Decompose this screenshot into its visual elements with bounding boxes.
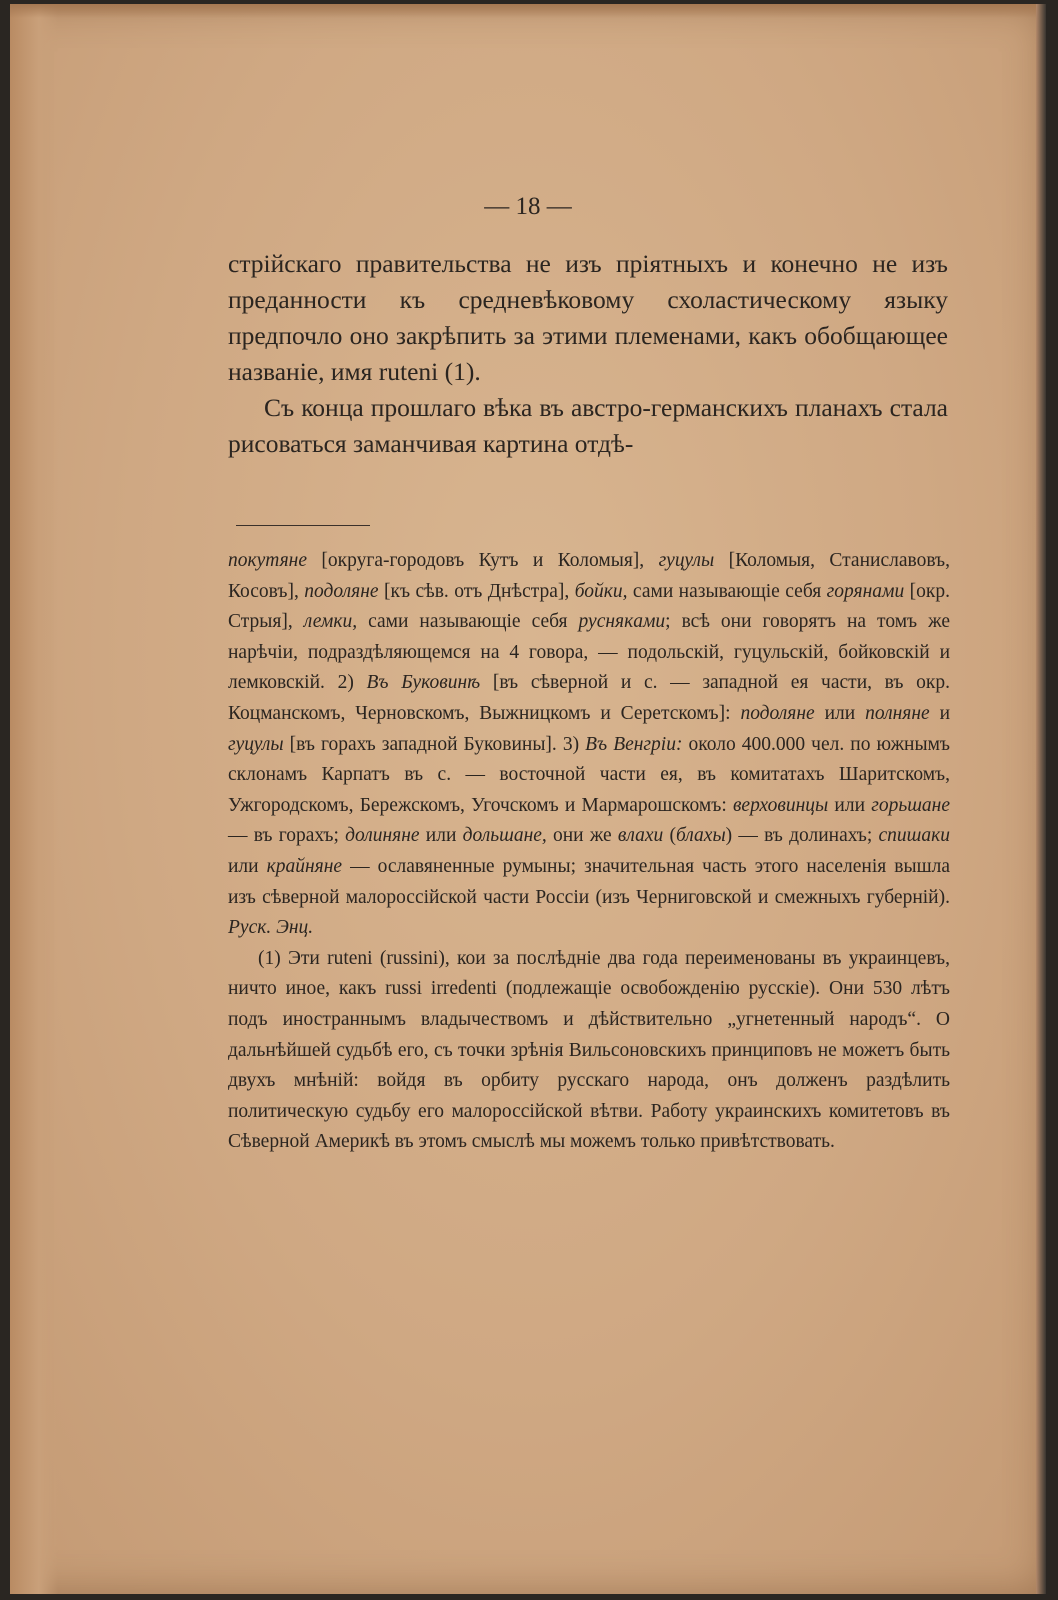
page-top-edge (10, 4, 1046, 18)
main-paragraph-1: стрійскаго правительства не изъ пріятныхъ и конечно не изъ преданности къ средневѣковому схоластическому языку предпочло оно закрѣпить за этими племенами, какъ обобщающее названіе, имя ruteni (1). (228, 249, 948, 386)
footnote-continued: покутяне [округа-городовъ Кутъ и Коломыя], гуцулы [Коломыя, Станиславовъ, Косовъ], подоляне [къ сѣв. отъ Днѣстра], бойки, сами называющіе себя горянами [окр. Стрыя], лемки, сами называющіе себя руснякaми; всѣ они говорятъ на томъ же нарѣчіи, подраздѣляющемся на 4 говора, — подольскій, гуцульскій, бойковскій и лемковскій. 2) Въ Буковинѣ [въ сѣверной и с. — западной ея части, въ окр. Коцманскомъ, Черновскомъ, Выжницкомъ и Серетскомъ]: подоляне или полняне и гуцулы [въ горахъ западной Буковины]. 3) Въ Венгріи: около 400.000 чел. по южнымъ склонамъ Карпатъ въ с. — восточной части ея, въ комитатахъ Шаритскомъ, Ужгородскомъ, Бережскомъ, Угочскомъ и Мармарошскомъ: верховинцы или горьшане — въ горахъ; долиняне или дольшане, они же влахи (блахы) — въ долинахъ; спишаки или крайняне — ославяненные румыны; значительная часть этого населенія вышла изъ сѣверной малороссійской части Россіи (изъ Черниговской и смежныхъ губерній). Руск. Энц. (228, 550, 951, 939)
page-number: — 18 — (484, 193, 572, 220)
footnote-separator (236, 525, 370, 526)
book-page (10, 4, 1046, 1594)
footnote-1: (1) Эти ruteni (russini), кои за послѣдніе два года переименованы въ украинцевъ, ничто иное, какъ russi irredenti (подлежащіе освобожденію русскіе). Они 530 лѣтъ подъ иностраннымъ владычествомъ и дѣйствительно „угнетенный народъ“. О дальнѣйшей судьбѣ его, съ точки зрѣнія Вильсоновскихъ принциповъ не можетъ быть двухъ мнѣній: войдя въ орбиту русскаго народа, онъ долженъ раздѣлить политическую судьбу его малороссійской вѣтви. Работу украинскихъ комитетовъ въ Сѣверной Америкѣ въ этомъ смыслѣ мы можемъ только привѣтствовать. (228, 947, 950, 1153)
main-paragraph-2: Съ конца прошлаго вѣка въ австро-германскихъ планахъ стала рисоваться заманчивая картина отдѣ- (228, 393, 948, 458)
page-right-edge (1036, 4, 1046, 1594)
main-text (228, 246, 948, 462)
page-spine-shadow (10, 4, 58, 1594)
footnotes (228, 546, 950, 1158)
